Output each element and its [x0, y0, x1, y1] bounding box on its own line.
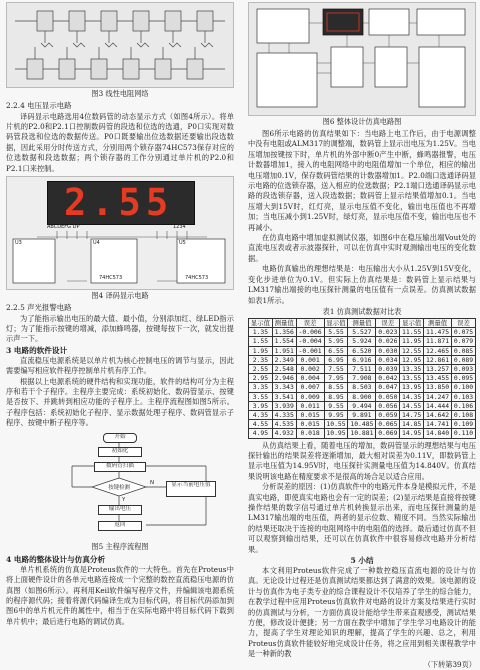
table-cell: 5.55: [324, 328, 348, 337]
table-cell: 2.35: [249, 355, 273, 364]
chip-u3-label: U3: [15, 240, 22, 247]
table-cell: 3.55: [249, 392, 273, 401]
table-cell: 2.946: [272, 374, 296, 383]
table-cell: 0.034: [376, 355, 400, 364]
table-cell: 14.247: [424, 392, 452, 401]
table-cell: 0.059: [376, 410, 400, 419]
table-cell: 12.465: [424, 346, 452, 355]
flow-output: 输出电压: [98, 505, 142, 515]
table-cell: 0.023: [376, 328, 400, 337]
table-cell: 0.103: [452, 392, 476, 401]
table-cell: 14.75: [400, 410, 424, 419]
figure-main-flowchart: [6, 431, 232, 541]
decoder-wiring: [7, 177, 233, 289]
chip-u4-label: U4: [93, 240, 100, 247]
table-cell: 1.95: [249, 346, 273, 355]
table-row: [249, 328, 476, 337]
table-cell: 0.001: [296, 355, 324, 364]
table-cell: 0.065: [376, 420, 400, 429]
table-cell: 12.55: [400, 346, 424, 355]
table-cell: 8.900: [348, 392, 376, 401]
table-cell: 0.109: [452, 420, 476, 429]
table-cell: 6.55: [324, 346, 348, 355]
flow-side: 显示当前电压值: [166, 481, 216, 497]
simulation-result-text: 图6所示电路的仿真结果如下：当电路上电工作后，由于电源调整中没有电阻或ALM317的调整端，数码管上显示出电压为1.25V。当电压增加按键按下时，单片机的外部中断0产生中断，蜂鸣器报警，电压计数器增加1，接入的电阻网络中的电阻值增加一个单位，相应的输出电压增加0.1V，保存数码管结果的计数器增加1。P2.0端口选通译码显示电路的位选锁存器，送入相应的位选数据；P2.1端口选通译码显示电路的段选锁存器，送入段选数据；数码管上显示结果值增加0.1。当电压增大到15V时，红灯亮，显示电压值不变化，输出电压值也不再增加；当电压减小到1.25V时，绿灯亮，显示电压值不变，输出电压也不再减小。: [248, 129, 476, 232]
table-cell: 9.55: [324, 401, 348, 410]
table-cell: 1.356: [272, 328, 296, 337]
table-cell: 0.089: [452, 355, 476, 364]
table-row: [249, 337, 476, 346]
table-cell: 0.079: [452, 337, 476, 346]
figure-6-caption: 图6 整体设计仿真电路图: [322, 117, 402, 126]
table-cell: 3.541: [272, 392, 296, 401]
table-header-cell: 误差: [296, 318, 324, 327]
section-3-text-b: 根据以上电源系统的硬件结构和实现功能，软件的结构可分为主程序和若干个子程序。主程序主要完成：系统初始化、数码管显示、按键是否按下、并跳转到相应功能的子程序上。主程序流程图如图5所示。子程序包括：系统初始化子程序、显示数据处理子程序、数码管显示子程序、按键中断子程序等。: [6, 376, 234, 428]
table-cell: 3.343: [272, 383, 296, 392]
table-cell: 4.35: [249, 410, 273, 419]
table-row: [249, 401, 476, 410]
table-header-cell: 测量值: [272, 318, 296, 327]
table-cell: 0.050: [376, 392, 400, 401]
table-cell: 12.95: [400, 355, 424, 364]
left-column: [6, 0, 234, 627]
table-cell: 14.85: [400, 420, 424, 429]
table-cell: 10.881: [348, 429, 376, 438]
table-row: [249, 429, 476, 438]
conclusion-text: 本文利用Proteus软件完成了一种数控稳压直流电源的设计与仿真。无论设计过程还是仿真测试结果都达到了满意的效果。该电源的设计与仿真作为电子类专业的综合课程设计不仅培养了学生的综合能力，在教学过程中应用Proteus仿真软件对电路的设计方案及结果进行实时的仿真测试与分析，一方面仿真设计能给学生带来直观感受，测试结果方便，修改设计便捷；另一方面在教学中增加了学生学习电路设计的能力，提高了学生对理论知识的理解，提高了学生的兴趣、总之，利用Proteus仿真软件能较好地完成设计任务，将之应用到相关课程教学中是一种新的教: [248, 566, 476, 659]
table-cell: 0.015: [296, 410, 324, 419]
table-cell: -0.006: [296, 328, 324, 337]
table-cell: 12.861: [424, 355, 452, 364]
table-body: [249, 328, 476, 438]
table-cell: 14.642: [424, 410, 452, 419]
table-cell: 3.95: [249, 401, 273, 410]
table-cell: 0.110: [452, 429, 476, 438]
table-cell: 11.475: [424, 328, 452, 337]
flow-start: 开始: [103, 433, 137, 443]
section-5-heading: 5 小结: [350, 556, 374, 566]
table-cell: 6.95: [324, 355, 348, 364]
table-cell: 0.015: [296, 420, 324, 429]
table-cell: 1.55: [249, 337, 273, 346]
table-row: [249, 364, 476, 373]
table-cell: 0.026: [376, 337, 400, 346]
table-cell: 5.95: [324, 337, 348, 346]
figure-full-circuit: [248, 2, 476, 116]
table-cell: 4.932: [272, 429, 296, 438]
table-cell: 14.35: [400, 392, 424, 401]
table-cell: 8.503: [348, 383, 376, 392]
error-cause-text: 分析误差的原因：(1)仿真软件中的电路元件本身是模拟元件，不是真实电路，即使真实电路也会有一定的误差；(2)显示结果是直接将按键操作结果的数字信号通过单片机转换显示出来，而电压探针测量的是LM317输出端的电压值，两者的显示位数、精度不同。当然实际输出的结果还取决于连接的电阻网络中的电阻值的选择。最后通过仿真不但可以观察到输出结果，还可以在仿真软件中很容易修改电路并分析结果。: [248, 482, 476, 554]
table-cell: 13.35: [400, 364, 424, 373]
table-cell: 2.548: [272, 364, 296, 373]
right-column: [248, 0, 476, 670]
table-cell: 6.916: [348, 355, 376, 364]
error-trend-text: 从仿真结果上看，随着电压的增加，数码管显示的理想结果与电压探针输出的结果误差将逐渐增加，最大相对误差为0.11V，即数码管上显示电压值为14.95V时，电压探针实测量电压值为14.840V。仿真结果说明该电路在精度要求不是很高的场合足以适合应用。: [248, 440, 476, 481]
simulation-data-table: [248, 318, 476, 439]
table-cell: 14.840: [424, 429, 452, 438]
table-cell: 0.030: [376, 346, 400, 355]
table-cell: -0.001: [296, 346, 324, 355]
figure-resistor-network: [6, 2, 234, 88]
table-cell: 1.554: [272, 337, 296, 346]
table-cell: 4.55: [249, 420, 273, 429]
table-cell: 9.494: [348, 401, 376, 410]
table-cell: 11.871: [424, 337, 452, 346]
table-cell: 0.004: [296, 374, 324, 383]
table-cell: 7.908: [348, 374, 376, 383]
table-cell: 8.55: [324, 383, 348, 392]
table-1-title: 表1 仿真测试数据对比表: [322, 306, 402, 316]
table-cell: 13.55: [400, 374, 424, 383]
section-4-heading: 4 电路的整体设计与仿真分析: [6, 554, 106, 564]
table-cell: 10.485: [348, 420, 376, 429]
table-cell: 3.939: [272, 401, 296, 410]
section-2-2-5-heading: 2.2.5 声光报警电路: [6, 303, 72, 313]
table-header-cell: 误差: [452, 318, 476, 327]
table-cell: 0.007: [296, 383, 324, 392]
chip-u5-label: U5: [179, 240, 186, 247]
table-cell: 14.444: [424, 401, 452, 410]
full-circuit-schematic: [249, 3, 475, 115]
lcd-pin-numbers: 1234: [173, 224, 186, 231]
table-header-cell: 显示值: [324, 318, 348, 327]
table-cell: 0.069: [376, 429, 400, 438]
table-cell: 2.95: [249, 374, 273, 383]
table-cell: 9.891: [348, 410, 376, 419]
table-cell: 4.95: [249, 429, 273, 438]
section-2-2-5-text: 为了能指示输出电压的最大值、最小值，分别添加红、绿LED指示灯；为了能指示按键的增减，添加蜂鸣器，按键每按下一次，就发出提示声一下。: [6, 313, 234, 344]
table-cell: 10.95: [324, 429, 348, 438]
table-row: [249, 355, 476, 364]
table-row: [249, 374, 476, 383]
table-cell: 10.55: [324, 420, 348, 429]
figure-decoder-display: [6, 176, 234, 290]
table-header-cell: 测量值: [424, 318, 452, 327]
table-cell: 4.535: [272, 420, 296, 429]
table-row: [249, 346, 476, 355]
table-cell: 2.349: [272, 355, 296, 364]
table-cell: 0.093: [452, 364, 476, 373]
table-cell: 14.95: [400, 429, 424, 438]
table-cell: 3.35: [249, 383, 273, 392]
table-cell: -0.004: [296, 337, 324, 346]
continued-note: （下转第39页）: [423, 659, 476, 669]
flow-return: 返回: [98, 521, 142, 531]
table-cell: 13.850: [424, 383, 452, 392]
table-cell: 0.042: [376, 374, 400, 383]
lcd-pin-header: ABCDEFG DP: [47, 224, 80, 231]
table-cell: 7.95: [324, 374, 348, 383]
virtual-instrument-text: 在仿真电路中增加虚拟测试仪器，如图6中在稳压输出端Vout处的直流电压表或者示波器探针，可以在仿真中实时观测输出电压的变化数据。: [248, 233, 476, 263]
table-cell: 7.511: [348, 364, 376, 373]
table-cell: 14.741: [424, 420, 452, 429]
table-header-cell: 测量值: [348, 318, 376, 327]
table-cell: 0.056: [376, 401, 400, 410]
chip-u5-part: 74HC573: [185, 275, 209, 282]
table-cell: 9.95: [324, 410, 348, 419]
table-header-cell: 显示值: [400, 318, 424, 327]
flow-key: 按键检测: [108, 484, 130, 491]
section-2-2-4-text: 译码显示电路选用4位数码管的动态显示方式（如图4所示）。将单片机的P2.0和P2.1口控制数码管的段选和位选的选通，P0口实现对数码管段选和位选的数据传送。P0口既要输出位选数据还要输出段选数据，因此采用分时传送方式，分别用两个锁存器74HC573保存对应的位选数据和段选数据；两个锁存器的工作分别通过单片机的P2.0和P2.1口来控制。: [6, 111, 234, 173]
flow-init: 初始化: [98, 447, 142, 457]
table-header-row: [249, 318, 476, 327]
chip-u4-part: 74HC573: [99, 275, 123, 282]
table-cell: 0.011: [296, 401, 324, 410]
table-cell: 0.106: [452, 401, 476, 410]
table-cell: 13.455: [424, 374, 452, 383]
table-cell: 0.002: [296, 364, 324, 373]
table-cell: 5.924: [348, 337, 376, 346]
table-cell: 14.55: [400, 401, 424, 410]
section-2-2-4-heading: 2.2.4 电压显示电路: [6, 101, 72, 110]
table-cell: 2.55: [249, 364, 273, 373]
figure-3-caption: 图3 线性电阻网络: [91, 89, 149, 98]
section-4-text: 单片机系统的仿真是Proteus软件的一大特色。首先在Proteus中将上面硬件设计的各单元电路连接成一个完整的数控直流稳压电源的仿真图（如图6所示）。再利用Keil软件编写程序文件，并编辑该电源系统的程序源代码；接着将源代码编译生成为目标代码，将目标代码添加到图6中的单片机元件的属性中，相当于在实际电路中将目标代码下载到单片机中；最后进行电路的调试仿真。: [6, 564, 234, 626]
table-cell: 0.085: [452, 346, 476, 355]
table-row: [249, 392, 476, 401]
table-cell: 0.108: [452, 410, 476, 419]
table-row: [249, 383, 476, 392]
flow-yes: Y: [122, 496, 126, 503]
table-cell: 8.95: [324, 392, 348, 401]
table-cell: 1.35: [249, 328, 273, 337]
table-cell: 5.527: [348, 328, 376, 337]
flow-scan: 数码管扫描: [94, 462, 146, 472]
display-value: 2.55: [64, 181, 174, 225]
flow-no: N: [150, 479, 155, 486]
table-cell: 13.95: [400, 383, 424, 392]
table-header-cell: 显示值: [249, 318, 273, 327]
table-row: [249, 410, 476, 419]
table-cell: 11.95: [400, 337, 424, 346]
section-3-text-a: 直流稳压电源系统是以单片机为核心控制电压的调节与显示，因此需要编写相应软件程序控制单片机有序工作。: [6, 355, 234, 376]
table-cell: 4.335: [272, 410, 296, 419]
table-cell: 0.018: [296, 429, 324, 438]
table-cell: 0.047: [376, 383, 400, 392]
ideal-result-text: 电路仿真输出的理想结果是：电压输出大小从1.25V到15V变化，变化步进单位为0.1V。但实际上仿真结果是：数码管上显示结果与LM317输出端接的电压探针测量的电压值有一点误差。仿真测试数据如表1所示。: [248, 264, 476, 305]
table-cell: 0.039: [376, 364, 400, 373]
table-cell: 0.095: [452, 374, 476, 383]
table-cell: 13.257: [424, 364, 452, 373]
table-header-cell: 误差: [376, 318, 400, 327]
table-cell: 6.520: [348, 346, 376, 355]
figure-4-caption: 图4 译码显示电路: [91, 291, 149, 301]
table-cell: 0.100: [452, 383, 476, 392]
table-cell: 1.951: [272, 346, 296, 355]
table-cell: 0.009: [296, 392, 324, 401]
resistor-network-schematic: [7, 3, 233, 87]
table-cell: 7.55: [324, 364, 348, 373]
table-cell: 0.075: [452, 328, 476, 337]
table-row: [249, 420, 476, 429]
figure-5-caption: 图5 主程序流程图: [91, 541, 149, 551]
section-3-heading: 3 电路的软件设计: [6, 345, 68, 355]
table-cell: 11.55: [400, 328, 424, 337]
